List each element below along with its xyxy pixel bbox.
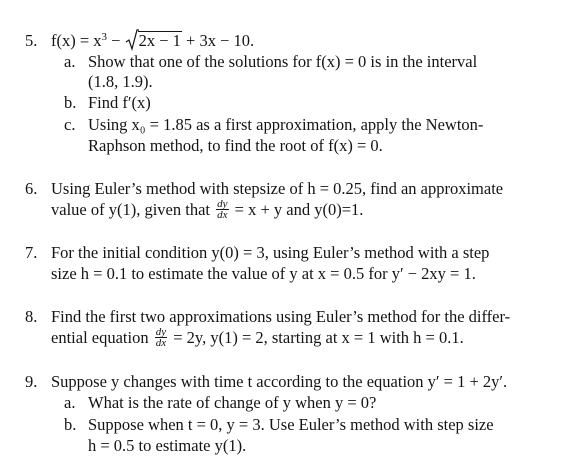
- problem-5-stem: [51, 31, 254, 51]
- problem-6-fraction-denominator: dx: [217, 208, 228, 221]
- problem-5-stem-minus: −: [107, 31, 125, 50]
- problem-6-line-1: Using Euler’s method with stepsize of h = 0.25, find an approximate: [51, 179, 504, 198]
- problem-5c-line-1: Using x₀ = 1.85 as a first approximation, apply the Newton-: [88, 115, 484, 134]
- problem-8-line-2-suffix: = 2y, y(1) = 2, starting at x = 1 with h = 0.1.: [169, 328, 464, 347]
- problem-9-number: 9.: [25, 372, 38, 391]
- sqrt-symbol-icon: [125, 29, 139, 51]
- problem-8-fraction-numerator: dy: [155, 325, 167, 338]
- problem-6-number: 6.: [25, 179, 38, 198]
- problem-6-line-2-suffix: = x + y and y(0)=1.: [230, 200, 364, 219]
- problem-5-number: 5.: [25, 31, 38, 50]
- problem-7-line-2: size h = 0.1 to estimate the value of y at x = 0.5 for y′ − 2xy = 1.: [51, 264, 476, 283]
- problem-8-fraction-denominator: dx: [155, 336, 167, 349]
- problem-9b-label: b.: [64, 415, 77, 434]
- problem-9b-line-2: h = 0.5 to estimate y(1).: [88, 436, 247, 455]
- problem-5-radicand: 2x − 1: [138, 31, 181, 50]
- problem-5a-line-2: (1.8, 1.9).: [88, 72, 153, 91]
- problem-9a-line-1: What is the rate of change of y when y = 0?: [88, 393, 377, 412]
- problem-5a-line-1: Show that one of the solutions for f(x) = 0 is in the interval: [88, 52, 478, 71]
- problem-5c-line-2: Raphson method, to find the root of f(x) = 0.: [88, 136, 383, 155]
- problem-5a-label: a.: [64, 52, 76, 71]
- problem-6-fraction-numerator: dy: [217, 197, 228, 210]
- problem-8-line-2-prefix: ential equation: [51, 328, 153, 347]
- problem-5-stem-prefix: f(x) = x: [51, 31, 102, 50]
- problem-8-number: 8.: [25, 307, 38, 326]
- problem-5-stem-suffix: + 3x − 10.: [181, 31, 255, 50]
- problem-8-fraction: [155, 327, 167, 348]
- problem-9-line-1: Suppose y changes with time t according to the equation y′ = 1 + 2y′.: [51, 372, 508, 391]
- problem-9b-line-1: Suppose when t = 0, y = 3. Use Euler’s method with step size: [88, 415, 494, 434]
- problem-7-number: 7.: [25, 243, 38, 262]
- problem-9a-label: a.: [64, 393, 76, 412]
- problem-7-line-1: For the initial condition y(0) = 3, using Euler’s method with a step: [51, 243, 490, 262]
- problem-5b-label: b.: [64, 93, 77, 112]
- problem-6-fraction: [216, 199, 228, 220]
- problem-5-stem-exponent: 3: [101, 31, 108, 43]
- problem-5-sqrt: [125, 31, 182, 51]
- problem-8-line-1: Find the first two approximations using Euler’s method for the differ-: [51, 307, 511, 326]
- problem-5b-line-1: Find f′(x): [88, 93, 151, 112]
- problem-8-line-2: [51, 325, 464, 350]
- problem-5c-label: c.: [64, 115, 76, 134]
- problem-6-line-2: [51, 197, 364, 222]
- problem-6-line-2-prefix: value of y(1), given that: [51, 200, 215, 219]
